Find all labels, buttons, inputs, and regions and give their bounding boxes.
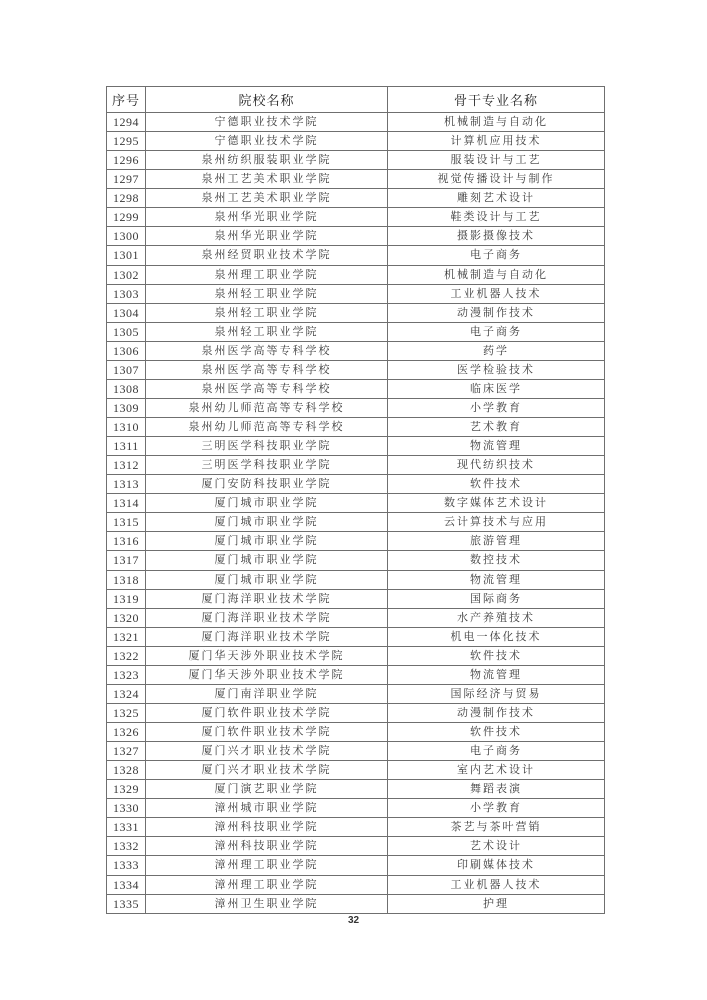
cell-serial-number: 1331 [107, 818, 146, 837]
cell-major-name: 鞋类设计与工艺 [388, 208, 605, 227]
table-row [107, 189, 605, 208]
cell-major-name: 国际商务 [388, 589, 605, 608]
table-row [107, 723, 605, 742]
table-row [107, 608, 605, 627]
cell-major-name: 药学 [388, 341, 605, 360]
cell-institution-name: 泉州幼儿师范高等专科学校 [146, 418, 388, 437]
cell-major-name: 物流管理 [388, 665, 605, 684]
cell-institution-name: 漳州科技职业学院 [146, 818, 388, 837]
cell-serial-number: 1314 [107, 494, 146, 513]
cell-major-name: 软件技术 [388, 475, 605, 494]
cell-serial-number: 1303 [107, 284, 146, 303]
cell-institution-name: 漳州理工职业学院 [146, 856, 388, 875]
cell-serial-number: 1323 [107, 665, 146, 684]
cell-institution-name: 泉州医学高等专科学校 [146, 379, 388, 398]
cell-serial-number: 1312 [107, 456, 146, 475]
cell-institution-name: 泉州医学高等专科学校 [146, 341, 388, 360]
header-institution-name: 院校名称 [146, 87, 388, 113]
cell-institution-name: 泉州工艺美术职业学院 [146, 189, 388, 208]
table-row [107, 856, 605, 875]
cell-institution-name: 厦门海洋职业技术学院 [146, 589, 388, 608]
table-row [107, 341, 605, 360]
table-row [107, 360, 605, 379]
cell-major-name: 舞蹈表演 [388, 780, 605, 799]
cell-institution-name: 泉州轻工职业学院 [146, 284, 388, 303]
cell-serial-number: 1320 [107, 608, 146, 627]
cell-major-name: 物流管理 [388, 570, 605, 589]
cell-major-name: 电子商务 [388, 742, 605, 761]
cell-major-name: 物流管理 [388, 437, 605, 456]
cell-serial-number: 1327 [107, 742, 146, 761]
cell-institution-name: 厦门兴才职业技术学院 [146, 742, 388, 761]
cell-major-name: 云计算技术与应用 [388, 513, 605, 532]
cell-major-name: 动漫制作技术 [388, 703, 605, 722]
cell-institution-name: 泉州幼儿师范高等专科学校 [146, 398, 388, 417]
cell-serial-number: 1294 [107, 113, 146, 132]
cell-institution-name: 厦门城市职业学院 [146, 570, 388, 589]
cell-major-name: 软件技术 [388, 646, 605, 665]
table-header-row [107, 87, 605, 113]
cell-major-name: 艺术教育 [388, 418, 605, 437]
cell-serial-number: 1326 [107, 723, 146, 742]
cell-major-name: 工业机器人技术 [388, 284, 605, 303]
cell-institution-name: 泉州华光职业学院 [146, 208, 388, 227]
table-row [107, 151, 605, 170]
table-row [107, 437, 605, 456]
cell-serial-number: 1319 [107, 589, 146, 608]
cell-major-name: 工业机器人技术 [388, 875, 605, 894]
cell-institution-name: 漳州卫生职业学院 [146, 894, 388, 913]
cell-institution-name: 泉州经贸职业技术学院 [146, 246, 388, 265]
table-row [107, 665, 605, 684]
page-number: 32 [347, 915, 360, 926]
table-row [107, 265, 605, 284]
cell-major-name: 护理 [388, 894, 605, 913]
cell-major-name: 机电一体化技术 [388, 627, 605, 646]
cell-major-name: 现代纺织技术 [388, 456, 605, 475]
cell-serial-number: 1321 [107, 627, 146, 646]
table-row [107, 627, 605, 646]
table-row [107, 456, 605, 475]
cell-institution-name: 泉州纺织服装职业学院 [146, 151, 388, 170]
cell-serial-number: 1316 [107, 532, 146, 551]
cell-major-name: 旅游管理 [388, 532, 605, 551]
cell-major-name: 医学检验技术 [388, 360, 605, 379]
data-table-container [106, 86, 604, 914]
cell-institution-name: 厦门安防科技职业学院 [146, 475, 388, 494]
cell-major-name: 数字媒体艺术设计 [388, 494, 605, 513]
cell-institution-name: 泉州轻工职业学院 [146, 303, 388, 322]
cell-serial-number: 1317 [107, 551, 146, 570]
header-serial-number: 序号 [107, 87, 146, 113]
cell-major-name: 电子商务 [388, 322, 605, 341]
cell-serial-number: 1318 [107, 570, 146, 589]
table-row [107, 818, 605, 837]
table-row [107, 246, 605, 265]
table-row [107, 418, 605, 437]
cell-serial-number: 1308 [107, 379, 146, 398]
cell-serial-number: 1305 [107, 322, 146, 341]
cell-major-name: 印刷媒体技术 [388, 856, 605, 875]
table-row [107, 113, 605, 132]
cell-institution-name: 漳州科技职业学院 [146, 837, 388, 856]
table-row [107, 513, 605, 532]
table-row [107, 589, 605, 608]
cell-serial-number: 1304 [107, 303, 146, 322]
cell-serial-number: 1324 [107, 684, 146, 703]
cell-major-name: 小学教育 [388, 398, 605, 417]
table-row [107, 837, 605, 856]
cell-major-name: 机械制造与自动化 [388, 265, 605, 284]
cell-serial-number: 1335 [107, 894, 146, 913]
cell-institution-name: 漳州理工职业学院 [146, 875, 388, 894]
cell-institution-name: 泉州理工职业学院 [146, 265, 388, 284]
cell-institution-name: 三明医学科技职业学院 [146, 456, 388, 475]
cell-serial-number: 1297 [107, 170, 146, 189]
cell-major-name: 软件技术 [388, 723, 605, 742]
cell-institution-name: 厦门城市职业学院 [146, 494, 388, 513]
cell-institution-name: 泉州轻工职业学院 [146, 322, 388, 341]
cell-serial-number: 1311 [107, 437, 146, 456]
cell-institution-name: 厦门城市职业学院 [146, 532, 388, 551]
cell-serial-number: 1328 [107, 761, 146, 780]
table-row [107, 322, 605, 341]
cell-serial-number: 1306 [107, 341, 146, 360]
cell-serial-number: 1334 [107, 875, 146, 894]
cell-serial-number: 1313 [107, 475, 146, 494]
cell-serial-number: 1310 [107, 418, 146, 437]
table-row [107, 684, 605, 703]
cell-serial-number: 1333 [107, 856, 146, 875]
cell-institution-name: 厦门海洋职业技术学院 [146, 608, 388, 627]
cell-serial-number: 1329 [107, 780, 146, 799]
cell-institution-name: 厦门海洋职业技术学院 [146, 627, 388, 646]
table-row [107, 284, 605, 303]
cell-serial-number: 1300 [107, 227, 146, 246]
cell-institution-name: 漳州城市职业学院 [146, 799, 388, 818]
cell-institution-name: 泉州工艺美术职业学院 [146, 170, 388, 189]
cell-major-name: 小学教育 [388, 799, 605, 818]
table-row [107, 703, 605, 722]
cell-major-name: 视觉传播设计与制作 [388, 170, 605, 189]
cell-institution-name: 厦门兴才职业技术学院 [146, 761, 388, 780]
cell-major-name: 动漫制作技术 [388, 303, 605, 322]
cell-serial-number: 1330 [107, 799, 146, 818]
cell-institution-name: 厦门华天涉外职业技术学院 [146, 665, 388, 684]
cell-major-name: 雕刻艺术设计 [388, 189, 605, 208]
cell-institution-name: 泉州医学高等专科学校 [146, 360, 388, 379]
cell-major-name: 国际经济与贸易 [388, 684, 605, 703]
table-row [107, 551, 605, 570]
cell-major-name: 临床医学 [388, 379, 605, 398]
table-row [107, 170, 605, 189]
cell-institution-name: 宁德职业技术学院 [146, 113, 388, 132]
cell-institution-name: 厦门城市职业学院 [146, 513, 388, 532]
backbone-majors-table [106, 86, 605, 914]
table-row [107, 303, 605, 322]
cell-serial-number: 1332 [107, 837, 146, 856]
cell-serial-number: 1296 [107, 151, 146, 170]
cell-major-name: 服装设计与工艺 [388, 151, 605, 170]
cell-serial-number: 1301 [107, 246, 146, 265]
cell-serial-number: 1322 [107, 646, 146, 665]
cell-major-name: 摄影摄像技术 [388, 227, 605, 246]
cell-serial-number: 1299 [107, 208, 146, 227]
cell-institution-name: 泉州华光职业学院 [146, 227, 388, 246]
header-major-name: 骨干专业名称 [388, 87, 605, 113]
cell-institution-name: 宁德职业技术学院 [146, 132, 388, 151]
table-row [107, 494, 605, 513]
table-row [107, 227, 605, 246]
table-row [107, 379, 605, 398]
cell-institution-name: 厦门软件职业技术学院 [146, 703, 388, 722]
table-row [107, 799, 605, 818]
table-row [107, 646, 605, 665]
cell-major-name: 茶艺与茶叶营销 [388, 818, 605, 837]
cell-institution-name: 三明医学科技职业学院 [146, 437, 388, 456]
cell-serial-number: 1315 [107, 513, 146, 532]
table-row [107, 742, 605, 761]
table-row [107, 208, 605, 227]
cell-institution-name: 厦门演艺职业学院 [146, 780, 388, 799]
cell-major-name: 电子商务 [388, 246, 605, 265]
cell-major-name: 室内艺术设计 [388, 761, 605, 780]
table-row [107, 532, 605, 551]
cell-major-name: 计算机应用技术 [388, 132, 605, 151]
cell-major-name: 水产养殖技术 [388, 608, 605, 627]
table-row [107, 780, 605, 799]
cell-serial-number: 1295 [107, 132, 146, 151]
cell-major-name: 数控技术 [388, 551, 605, 570]
table-body [107, 113, 605, 914]
cell-serial-number: 1298 [107, 189, 146, 208]
cell-serial-number: 1309 [107, 398, 146, 417]
table-row [107, 761, 605, 780]
cell-major-name: 艺术设计 [388, 837, 605, 856]
table-row [107, 875, 605, 894]
cell-institution-name: 厦门软件职业技术学院 [146, 723, 388, 742]
table-row [107, 894, 605, 913]
cell-major-name: 机械制造与自动化 [388, 113, 605, 132]
cell-institution-name: 厦门华天涉外职业技术学院 [146, 646, 388, 665]
cell-serial-number: 1307 [107, 360, 146, 379]
table-row [107, 570, 605, 589]
cell-institution-name: 厦门城市职业学院 [146, 551, 388, 570]
cell-institution-name: 厦门南洋职业学院 [146, 684, 388, 703]
table-row [107, 475, 605, 494]
cell-serial-number: 1302 [107, 265, 146, 284]
table-row [107, 398, 605, 417]
cell-serial-number: 1325 [107, 703, 146, 722]
table-row [107, 132, 605, 151]
